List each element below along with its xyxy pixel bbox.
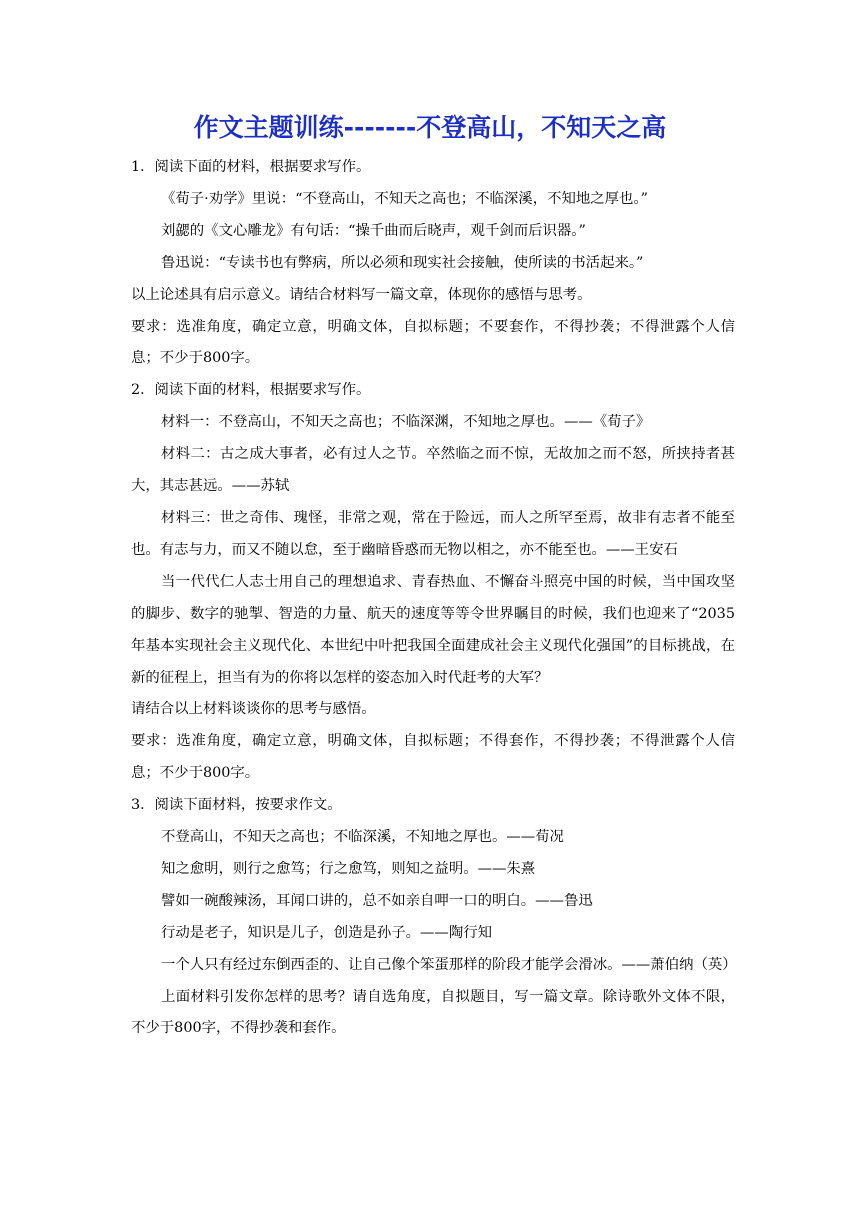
page-title: 作文主题训练-------不登高山，不知天之高 [193,113,667,142]
question-2-requirements: 要求：选准角度，确定立意，明确文体，自拟标题；不得套作，不得抄袭；不得泄露个人信息；不少于800字。 [131,733,735,782]
question-1-heading: 1．阅读下面的材料，根据要求写作。 [131,159,371,175]
quote-luxun: 鲁迅说：“专读书也有弊病，所以必须和现实社会接触，使所读的书活起来。” [161,254,644,271]
question-2-heading: 2．阅读下面的材料，根据要求写作。 [131,382,371,399]
quote-zhuxi: 知之愈明，则行之愈笃；行之愈笃，则知之益明。——朱熹 [161,860,536,877]
quote-taoxingzhi: 行动是老子，知识是儿子，创造是孙子。——陶行知 [161,924,492,941]
quote-xunkuang: 不登高山，不知天之高也；不临深溪，不知地之厚也。——荀况 [161,829,564,846]
quote-luxun-2: 譬如一碗酸辣汤，耳闻口讲的，总不如亲自呷一口的明白。——鲁迅 [161,892,593,909]
material-2: 材料二：古之成大事者，必有过人之节。卒然临之而不惊，无故加之而不怒，所挟持者甚大，其志甚远。——苏轼 [131,446,735,495]
quote-liuxie: 刘勰的《文心雕龙》有句话：“操千曲而后晓声，观千剑而后识器。” [161,222,586,239]
material-1: 材料一：不登高山，不知天之高也；不临深渊，不知地之厚也。——《荀子》 [161,414,651,431]
question-3-prompt: 上面材料引发你怎样的思考？请自选角度，自拟题目，写一篇文章。除诗歌外文体不限，不少于800字，不得抄袭和套作。 [131,988,735,1037]
question-1-prompt: 以上论述具有启示意义。请结合材料写一篇文章，体现你的感悟与思考。 [131,286,592,303]
quote-xunzi: 《荀子·劝学》里说：“不登高山，不知天之高也；不临深溪，不知地之厚也。” [161,190,648,207]
material-3: 材料三：世之奇伟、瑰怪，非常之观，常在于险远，而人之所罕至焉，故非有志者不能至也。有志与力，而又不随以怠，至于幽暗昏惑而无物以相之，亦不能至也。——王安石 [131,509,735,558]
question-2-context: 当一代代仁人志士用自己的理想追求、青春热血、不懈奋斗照亮中国的时候，当中国攻坚的脚步、数字的驰掣、智造的力量、航天的速度等等令世界瞩目的时候，我们也迎来了“2035年基本实现社会主义现代化、本世纪中叶把我国全面建成社会主义现代化强国”的目标挑战，在新的征程上，担当有为的你将以怎样的姿态加入时代赶考的大军？ [131,573,735,686]
document-body [131,152,735,1045]
quote-xiaobona: 一个人只有经过东倒西歪的、让自己像个笨蛋那样的阶段才能学会滑冰。——萧伯纳（英） [161,956,737,973]
question-2-prompt: 请结合以上材料谈谈你的思考与感悟。 [131,701,376,718]
question-1-requirements: 要求：选准角度，确定立意，明确文体，自拟标题；不要套作，不得抄袭；不得泄露个人信息；不少于800字。 [131,318,735,367]
question-3-heading: 3．阅读下面材料，按要求作文。 [131,797,342,814]
